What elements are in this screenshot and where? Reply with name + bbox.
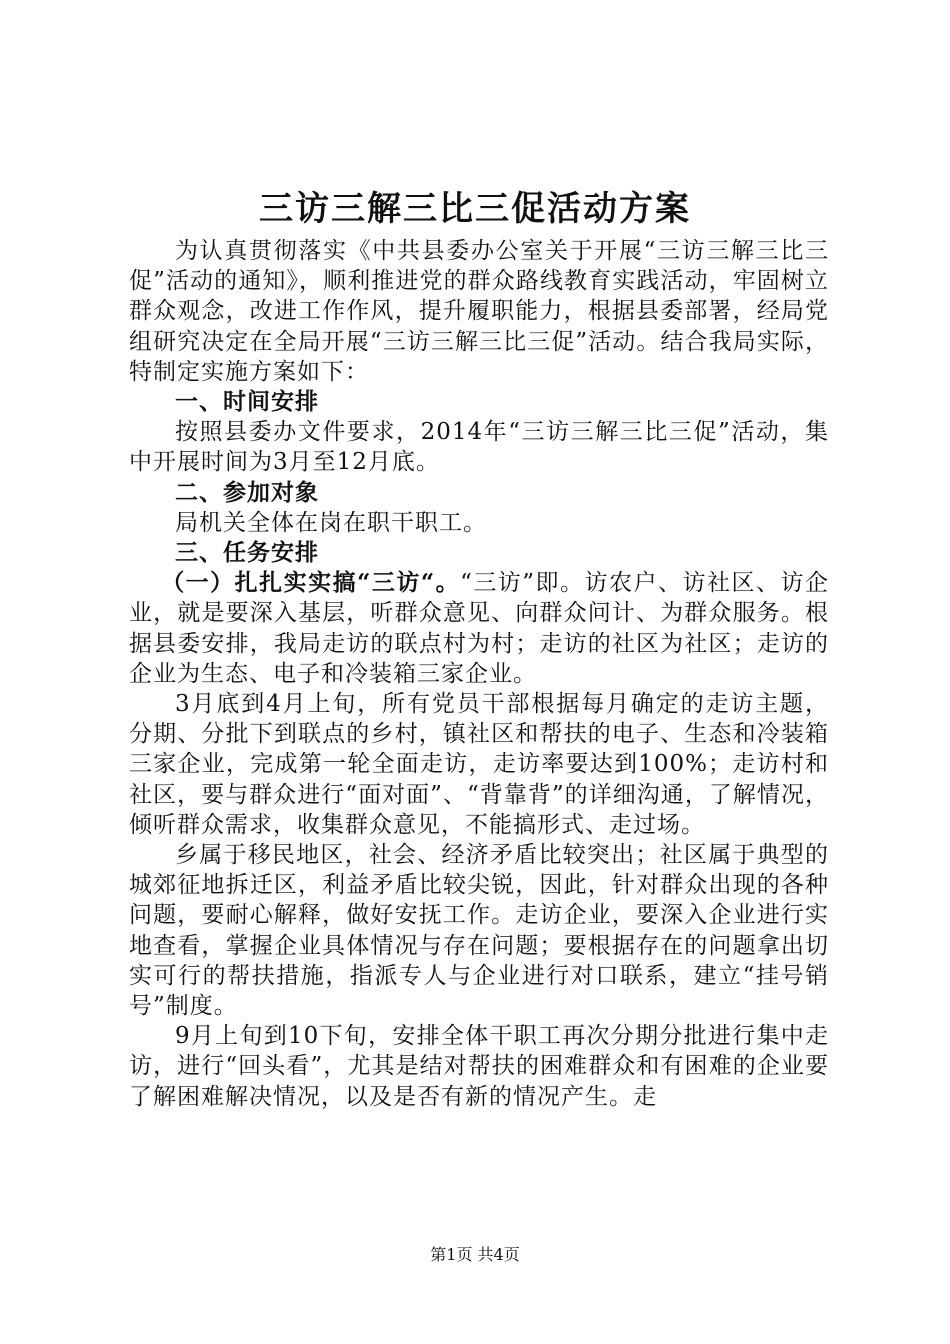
march-paragraph: 3月底到4月上旬，所有党员干部根据每月确定的走访主题，分期、分批下到联点的乡村，镇社区和帮扶的电子、生态和冷装箱三家企业，完成第一轮全面走访，走访率要达到100%；走访村和社区，要与群众进行“面对面”、“背靠背”的详细沟通，了解情况，倾听群众需求，收集群众意见，不能搞形式、走过场。 [129,691,829,838]
time-paragraph: 按照县委办文件要求，2014年“三访三解三比三促”活动，集中开展时间为3月至12月底。 [129,419,829,476]
page-footer: 第1页 共4页 [430,1245,520,1264]
september-paragraph: 9月上旬到10下旬，安排全体干职工再次分期分批进行集中走访，进行“回头看”，尤其是结对帮扶的困难群众和有困难的企业要了解困难解决情况，以及是否有新的情况产生。走 [129,1023,829,1110]
village-paragraph: 乡属于移民地区，社会、经济矛盾比较突出；社区属于典型的城郊征地拆迁区，利益矛盾比较尖锐，因此，针对群众出现的各种问题，要耐心解释，做好安抚工作。走访企业，要深入企业进行实地查看，掌握企业具体情况与存在问题；要根据存在的问题拿出切实可行的帮扶措施，指派专人与企业进行对口联系，建立“挂号销号”制度。 [129,842,829,1020]
task-sub-paragraph [129,568,829,689]
task-sub-heading: （一）扎扎实实搞“三访“。 [161,569,461,597]
document-title: 三访三解三比三促活动方案 [259,189,691,229]
section-heading-time: 一、时间安排 [175,388,319,416]
section-heading-participants: 二、参加对象 [175,478,319,506]
document-body [129,236,829,1112]
participants-paragraph: 局机关全体在岗在职干职工。 [175,509,487,536]
intro-paragraph: 为认真贯彻落实《中共县委办公室关于开展“三访三解三比三促”活动的通知》，顺利推进党的群众路线教育实践活动，牢固树立群众观念，改进工作作风，提升履职能力，根据县委部署，经局党组研究决定在全局开展“三访三解三比三促”活动。结合我局实际，特制定实施方案如下： [129,238,829,385]
task-sub-text: “三访”即。访农户、访社区、访企业，就是要深入基层，听群众意见、向群众问计、为群众服务。根据县委安排，我局走访的联点村为村；走访的社区为社区；走访的企业为生态、电子和冷装箱三家企业。 [129,570,829,687]
section-heading-tasks: 三、任务安排 [175,539,319,567]
